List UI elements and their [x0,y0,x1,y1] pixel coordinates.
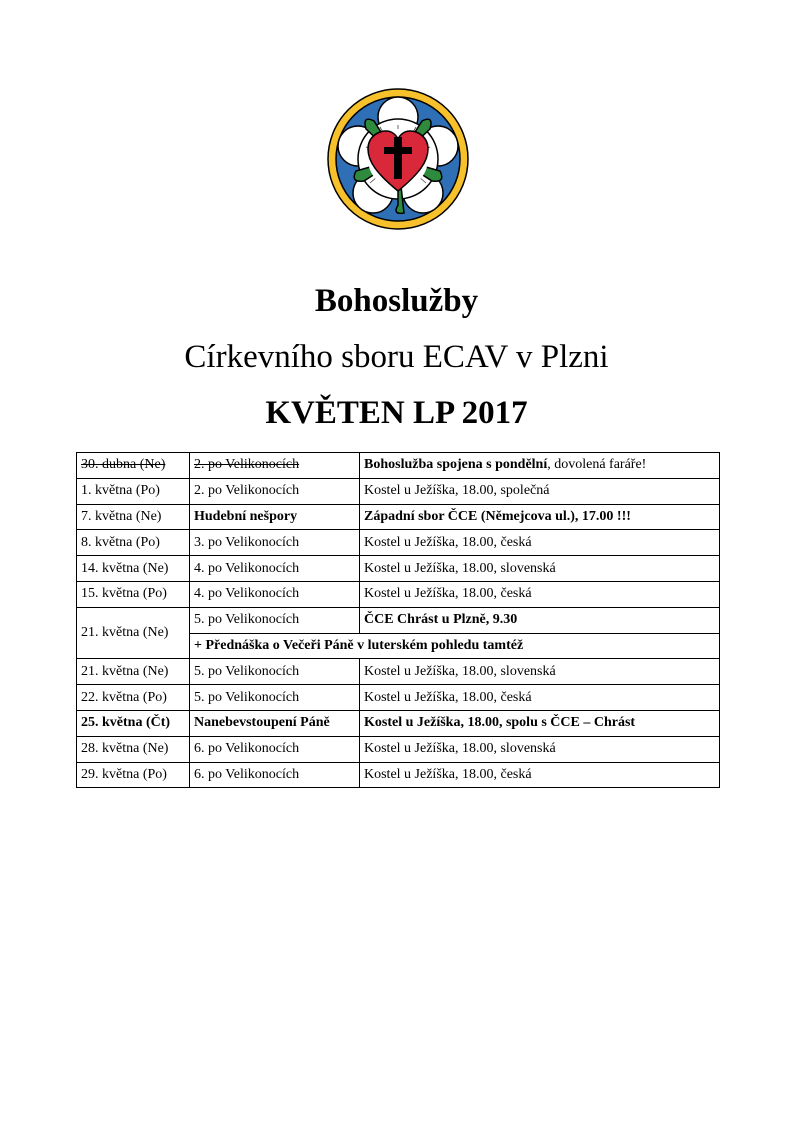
occasion-cell: 6. po Velikonocích [190,762,360,788]
place-cell: Kostel u Ježíška, 18.00, česká [360,762,720,788]
table-row [77,685,720,711]
table-row [77,710,720,736]
occasion-cell: 6. po Velikonocích [190,736,360,762]
table-row [77,607,720,633]
place-cell: Kostel u Ježíška, 18.00, česká [360,581,720,607]
occasion-cell: 5. po Velikonocích [190,659,360,685]
occasion-cell: Hudební nešpory [190,504,360,530]
occasion-cell: 5. po Velikonocích [190,607,360,633]
table-row [77,453,720,479]
date-cell: 15. května (Po) [77,581,190,607]
table-row [77,581,720,607]
luther-rose-logo [326,87,470,231]
occasion-cell: 3. po Velikonocích [190,530,360,556]
occasion-cell: 4. po Velikonocích [190,581,360,607]
date-cell: 21. května (Ne) [77,607,190,659]
table-row [77,530,720,556]
table-row [77,556,720,582]
date-cell: 8. května (Po) [77,530,190,556]
schedule-table [76,452,720,788]
place-note-bold: Bohoslužba spojena s pondělní [364,457,548,473]
date-cell: 7. května (Ne) [77,504,190,530]
place-cell [360,453,720,479]
occasion-cell: 2. po Velikonocích [190,478,360,504]
place-cell: ČCE Chrást u Plzně, 9.30 [360,607,720,633]
date-cell: 22. května (Po) [77,685,190,711]
table-row [77,762,720,788]
place-cell: Kostel u Ježíška, 18.00, česká [360,685,720,711]
date-cell: 30. dubna (Ne) [77,453,190,479]
place-cell: Kostel u Ježíška, 18.00, slovenská [360,736,720,762]
table-row [77,478,720,504]
date-cell: 14. května (Ne) [77,556,190,582]
date-cell: 25. května (Čt) [77,710,190,736]
place-cell: Kostel u Ježíška, 18.00, česká [360,530,720,556]
date-cell: 1. května (Po) [77,478,190,504]
page-title: Bohoslužby [314,283,479,319]
place-cell: Kostel u Ježíška, 18.00, slovenská [360,556,720,582]
occasion-cell: 2. po Velikonocích [190,453,360,479]
date-cell: 29. května (Po) [77,762,190,788]
date-cell: 21. května (Ne) [77,659,190,685]
occasion-cell: Nanebevstoupení Páně [190,710,360,736]
date-cell: 28. května (Ne) [77,736,190,762]
table-row [77,504,720,530]
place-cell: Západní sbor ČCE (Němejcova ul.), 17.00 !!! [360,504,720,530]
occasion-cell: 4. po Velikonocích [190,556,360,582]
place-cell: Kostel u Ježíška, 18.00, společná [360,478,720,504]
place-note-rest: , dovolená faráře! [547,457,647,473]
month-heading: KVĚTEN LP 2017 [265,395,528,431]
occasion-cell: 5. po Velikonocích [190,685,360,711]
page-subtitle: Církevního sboru ECAV v Plzni [184,339,609,375]
place-cell: Kostel u Ježíška, 18.00, spolu s ČCE – Chrást [360,710,720,736]
place-cell: Kostel u Ježíška, 18.00, slovenská [360,659,720,685]
table-row [77,736,720,762]
table-row [77,659,720,685]
lecture-note-cell: + Přednáška o Večeři Páně v luterském pohledu tamtéž [190,633,720,659]
